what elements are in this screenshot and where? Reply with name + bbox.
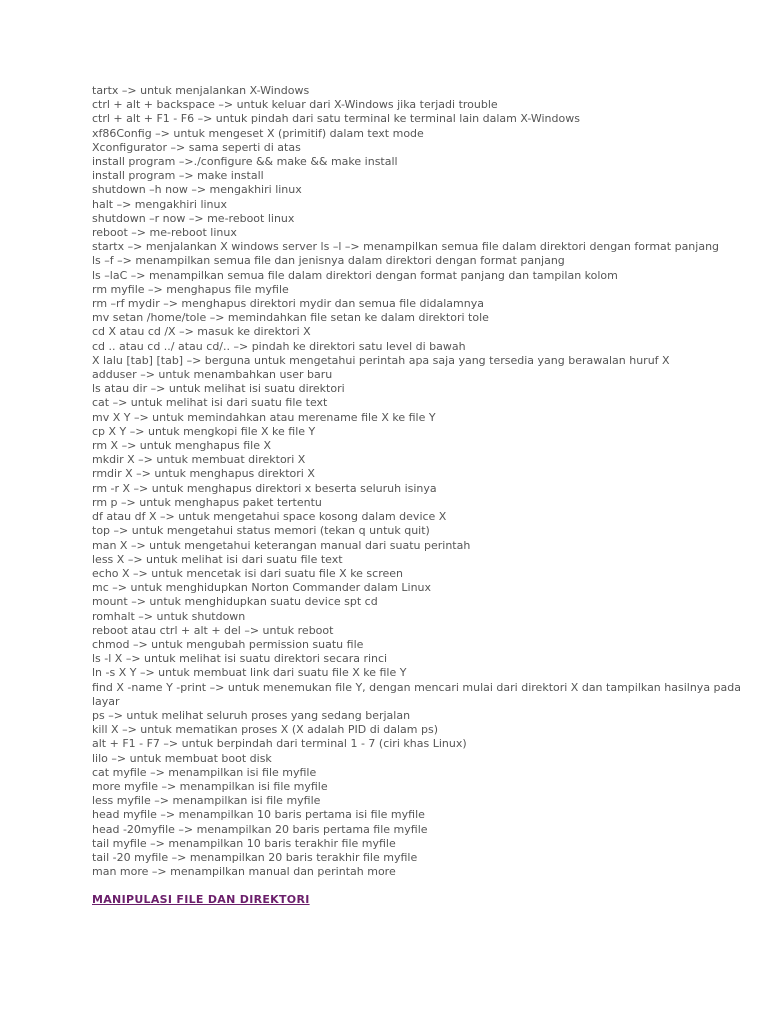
command-line: mount –> untuk menghidupkan suatu device spt cd: [92, 595, 378, 609]
command-line: install program –> make install: [92, 169, 264, 183]
command-line: cat myfile –> menampilkan isi file myfile: [92, 765, 317, 779]
command-line: shutdown –r now –> me-reboot linux: [92, 211, 295, 225]
command-line: mkdir X –> untuk membuat direktori X: [92, 453, 306, 467]
command-line: startx –> menjalankan X windows server ls –l –> menampilkan semua file dalam direktori dengan format panjang: [92, 240, 720, 254]
command-line: find X -name Y -print –> untuk menemukan file Y, dengan mencari mulai dari direktori X dan tampilkan hasilnya pada layar: [92, 680, 741, 708]
command-line: mc –> untuk menghidupkan Norton Commander dalam Linux: [92, 581, 432, 595]
command-line: head myfile –> menampilkan 10 baris pertama isi file myfile: [92, 808, 425, 822]
command-line: alt + F1 - F7 –> untuk berpindah dari terminal 1 - 7 (ciri khas Linux): [92, 737, 467, 751]
command-line: cd X atau cd /X –> masuk ke direktori X: [92, 325, 311, 339]
command-line: more myfile –> menampilkan isi file myfile: [92, 779, 328, 793]
command-line: tartx –> untuk menjalankan X-Windows: [92, 84, 310, 97]
command-list: [92, 84, 742, 879]
command-line: reboot atau ctrl + alt + del –> untuk reboot: [92, 623, 334, 637]
command-line: romhalt –> untuk shutdown: [92, 609, 246, 623]
command-line: lilo –> untuk membuat boot disk: [92, 751, 272, 765]
command-line: kill X –> untuk mematikan proses X (X adalah PID di dalam ps): [92, 723, 438, 737]
command-line: rm X –> untuk menghapus file X: [92, 439, 271, 453]
section-heading[interactable]: MANIPULASI FILE DAN DIREKTORI: [92, 893, 310, 907]
command-line: rmdir X –> untuk menghapus direktori X: [92, 467, 315, 481]
command-line: less myfile –> menampilkan isi file myfile: [92, 794, 321, 808]
command-line: chmod –> untuk mengubah permission suatu file: [92, 637, 364, 651]
command-line: shutdown –h now –> mengakhiri linux: [92, 183, 302, 197]
command-line: ln -s X Y –> untuk membuat link dari suatu file X ke file Y: [92, 666, 407, 680]
command-line: ls –laC –> menampilkan semua file dalam direktori dengan format panjang dan tampilan kolom: [92, 268, 618, 282]
command-line: rm myfile –> menghapus file myfile: [92, 282, 289, 296]
command-line: xf86Config –> untuk mengeset X (primitif) dalam text mode: [92, 126, 424, 140]
command-line: ps –> untuk melihat seluruh proses yang sedang berjalan: [92, 708, 411, 722]
command-line: tail myfile –> menampilkan 10 baris terakhir file myfile: [92, 836, 396, 850]
command-line: echo X –> untuk mencetak isi dari suatu file X ke screen: [92, 566, 403, 580]
command-line: less X –> untuk melihat isi dari suatu file text: [92, 552, 343, 566]
command-line: X lalu [tab] [tab] –> berguna untuk mengetahui perintah apa saja yang tersedia yang berawalan huruf X: [92, 353, 670, 367]
command-line: install program –>./configure && make && make install: [92, 155, 398, 169]
command-line: ls –f –> menampilkan semua file dan jenisnya dalam direktori dengan format panjang: [92, 254, 565, 268]
command-line: mv setan /home/tole –> memindahkan file setan ke dalam direktori tole: [92, 311, 489, 325]
command-line: tail -20 myfile –> menampilkan 20 baris terakhir file myfile: [92, 850, 418, 864]
command-line: top –> untuk mengetahui status memori (tekan q untuk quit): [92, 524, 430, 538]
command-line: ctrl + alt + F1 - F6 –> untuk pindah dari satu terminal ke terminal lain dalam X-Windows: [92, 112, 580, 126]
command-line: head -20myfile –> menampilkan 20 baris pertama file myfile: [92, 822, 428, 836]
command-line: ls atau dir –> untuk melihat isi suatu direktori: [92, 382, 345, 396]
command-line: ctrl + alt + backspace –> untuk keluar dari X-Windows jika terjadi trouble: [92, 98, 498, 112]
command-line: cd .. atau cd ../ atau cd/.. –> pindah ke direktori satu level di bawah: [92, 339, 466, 353]
command-line: cp X Y –> untuk mengkopi file X ke file Y: [92, 424, 316, 438]
command-line: adduser –> untuk menambahkan user baru: [92, 368, 333, 382]
command-line: rm –rf mydir –> menghapus direktori mydir dan semua file didalamnya: [92, 297, 484, 311]
document-body: [92, 84, 742, 908]
command-line: cat –> untuk melihat isi dari suatu file text: [92, 396, 328, 410]
command-line: reboot –> me-reboot linux: [92, 226, 237, 240]
command-line: Xconfigurator –> sama seperti di atas: [92, 140, 301, 154]
command-line: mv X Y –> untuk memindahkan atau merename file X ke file Y: [92, 410, 436, 424]
command-line: halt –> mengakhiri linux: [92, 197, 228, 211]
command-line: man X –> untuk mengetahui keterangan manual dari suatu perintah: [92, 538, 471, 552]
command-line: ls -l X –> untuk melihat isi suatu direktori secara rinci: [92, 652, 388, 666]
command-line: rm -r X –> untuk menghapus direktori x beserta seluruh isinya: [92, 481, 437, 495]
command-line: man more –> menampilkan manual dan perintah more: [92, 865, 396, 879]
command-line: df atau df X –> untuk mengetahui space kosong dalam device X: [92, 510, 447, 524]
command-line: rm p –> untuk menghapus paket tertentu: [92, 495, 322, 509]
